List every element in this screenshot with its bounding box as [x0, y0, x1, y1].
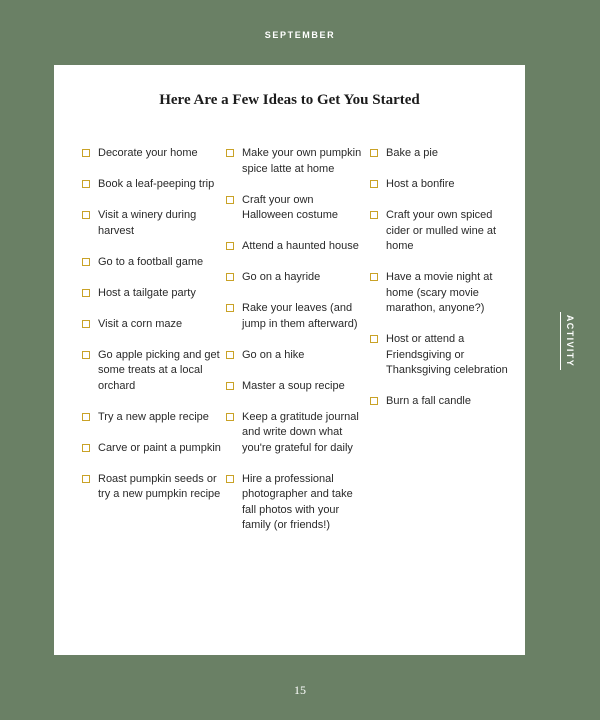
- idea-item[interactable]: [370, 177, 510, 193]
- idea-item[interactable]: [82, 441, 222, 457]
- idea-label: Visit a winery during harvest: [98, 209, 197, 237]
- checkbox-icon[interactable]: [226, 351, 234, 359]
- checkbox-icon[interactable]: [82, 444, 90, 452]
- ideas-card: [54, 65, 525, 655]
- checkbox-icon[interactable]: [370, 180, 378, 188]
- idea-item[interactable]: [226, 301, 366, 332]
- checkbox-icon[interactable]: [82, 258, 90, 266]
- checkbox-icon[interactable]: [82, 289, 90, 297]
- card-title: Here Are a Few Ideas to Get You Started: [159, 92, 420, 108]
- idea-item[interactable]: [82, 255, 222, 271]
- checkbox-icon[interactable]: [226, 413, 234, 421]
- checkbox-icon[interactable]: [226, 475, 234, 483]
- idea-label: Have a movie night at home (scary movie marathon, anyone?): [386, 271, 493, 314]
- checkbox-icon[interactable]: [370, 397, 378, 405]
- idea-label: Roast pumpkin seeds or try a new pumpkin recipe: [98, 472, 221, 500]
- idea-label: Burn a fall candle: [386, 395, 471, 407]
- checkbox-icon[interactable]: [82, 211, 90, 219]
- idea-item[interactable]: [82, 348, 222, 395]
- idea-label: Try a new apple recipe: [98, 410, 209, 423]
- checkbox-icon[interactable]: [226, 242, 234, 250]
- idea-label: Host or attend a Friendsgiving or Thanksgiving celebration: [386, 333, 508, 376]
- idea-item[interactable]: [226, 239, 366, 255]
- idea-label: Hire a professional photographer and take fall photos with your family (or friends!): [242, 472, 353, 531]
- idea-item[interactable]: [370, 332, 510, 379]
- page-number: 15: [294, 683, 306, 697]
- checkbox-icon[interactable]: [82, 475, 90, 483]
- checkbox-icon[interactable]: [82, 413, 90, 421]
- idea-item[interactable]: [226, 410, 366, 457]
- idea-label: Bake a pie: [386, 147, 438, 159]
- idea-column-1: [82, 146, 222, 518]
- checkbox-icon[interactable]: [82, 320, 90, 328]
- idea-item[interactable]: [370, 208, 510, 255]
- idea-label: Craft your own spiced cider or mulled wine at home: [386, 209, 497, 252]
- idea-label: Attend a haunted house: [242, 240, 359, 252]
- checkbox-icon[interactable]: [370, 149, 378, 157]
- checkbox-icon[interactable]: [226, 149, 234, 157]
- idea-label: Go on a hike: [242, 348, 305, 361]
- idea-label: Make your own pumpkin spice latte at home: [242, 147, 362, 175]
- idea-item[interactable]: [82, 410, 222, 426]
- idea-label: Craft your own Halloween costume: [242, 193, 338, 221]
- idea-label: Visit a corn maze: [98, 317, 183, 330]
- idea-column-3: [370, 146, 510, 425]
- idea-item[interactable]: [226, 270, 366, 286]
- idea-item[interactable]: [226, 379, 366, 395]
- idea-item[interactable]: [226, 472, 366, 534]
- idea-item[interactable]: [82, 317, 222, 333]
- checkbox-icon[interactable]: [226, 273, 234, 281]
- idea-item[interactable]: [226, 348, 366, 364]
- checkbox-icon[interactable]: [82, 180, 90, 188]
- idea-item[interactable]: [82, 177, 222, 193]
- idea-label: Go to a football game: [98, 255, 204, 268]
- checkbox-icon[interactable]: [226, 196, 234, 204]
- checkbox-icon[interactable]: [370, 335, 378, 343]
- checkbox-icon[interactable]: [82, 149, 90, 157]
- idea-item[interactable]: [370, 146, 510, 162]
- section-header: SEPTEMBER: [264, 30, 336, 40]
- idea-item[interactable]: [82, 208, 222, 239]
- idea-label: Master a soup recipe: [242, 379, 345, 392]
- checkbox-icon[interactable]: [370, 211, 378, 219]
- idea-label: Host a bonfire: [386, 178, 455, 190]
- idea-label: Carve or paint a pumpkin: [98, 441, 221, 454]
- idea-column-2: [226, 146, 366, 549]
- idea-item[interactable]: [82, 146, 222, 162]
- idea-label: Keep a gratitude journal and write down what you're grateful for daily: [242, 410, 359, 454]
- idea-label: Decorate your home: [98, 147, 198, 159]
- checkbox-icon[interactable]: [226, 382, 234, 390]
- idea-label: Rake your leaves (and jump in them afterward): [242, 302, 358, 330]
- checkbox-icon[interactable]: [370, 273, 378, 281]
- idea-item[interactable]: [370, 270, 510, 317]
- checkbox-icon[interactable]: [82, 351, 90, 359]
- idea-label: Go on a hayride: [242, 271, 321, 283]
- idea-item[interactable]: [226, 146, 366, 177]
- idea-item[interactable]: [370, 394, 510, 410]
- idea-label: Host a tailgate party: [98, 286, 196, 299]
- idea-label: Book a leaf-peeping trip: [98, 178, 215, 190]
- side-tab-label: ACTIVITY: [565, 314, 575, 368]
- checkbox-icon[interactable]: [226, 304, 234, 312]
- idea-item[interactable]: [82, 472, 222, 503]
- idea-item[interactable]: [82, 286, 222, 302]
- idea-item[interactable]: [226, 193, 366, 224]
- idea-label: Go apple picking and get some treats at a local orchard: [98, 348, 220, 392]
